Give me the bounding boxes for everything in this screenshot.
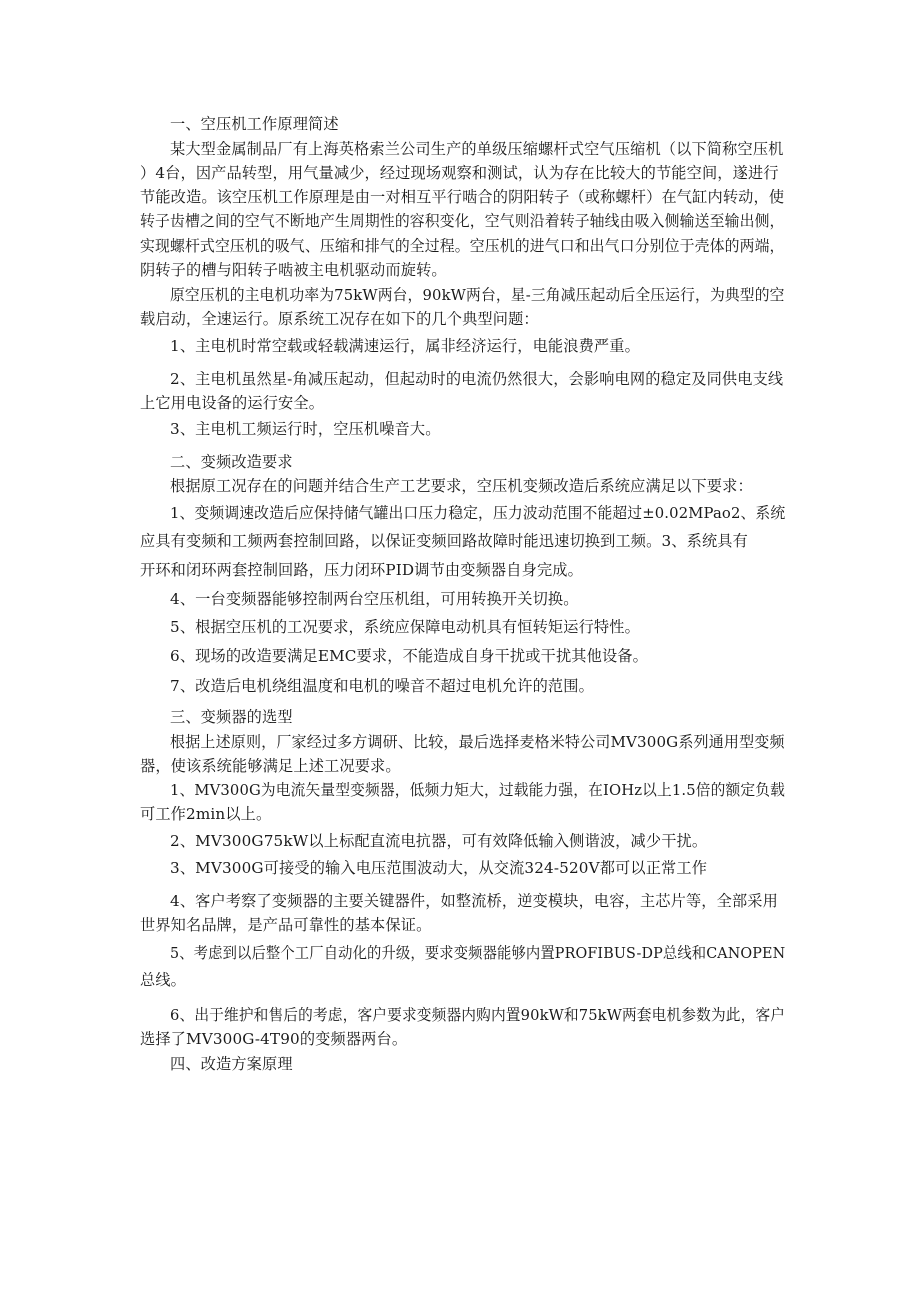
section-heading-1: 一、空压机工作原理简述 [170, 115, 339, 133]
paragraph-line: 节能改造。该空压机工作原理是由一对相互平行啮合的阴阳转子（或称螺杆）在气缸内转动，使 [140, 188, 785, 206]
section-heading-4: 四、改造方案原理 [170, 1055, 293, 1073]
list-item: 1、主电机时常空载或轻载满速运行，属非经济运行，电能浪费严重。 [170, 337, 640, 355]
section-heading-2: 二、变频改造要求 [170, 453, 293, 471]
list-item: 5、考虑到以后整个工厂自动化的升级，要求变频器能够内置PROFIBUS-DP总线和CANOPEN [170, 944, 786, 962]
paragraph-line: ）4台，因产品转型，用气量减少，经过现场观察和测试，认为存在比较大的节能空间，遂进行 [140, 164, 779, 182]
list-item: 4、一台变频器能够控制两台空压机组，可用转换开关切换。 [170, 590, 579, 608]
list-item: 5、根据空压机的工况要求，系统应保障电动机具有恒转矩运行特性。 [170, 618, 640, 636]
list-item: 2、MV300G75kW以上标配直流电抗器，可有效降低输入侧谐波，减少干扰。 [170, 832, 708, 850]
list-item: 2、主电机虽然星-角减压起动，但起动时的电流仍然很大，会影响电网的稳定及同供电支线 [170, 370, 784, 388]
section-heading-3: 三、变频器的选型 [170, 708, 293, 726]
list-item: 总线。 [140, 971, 187, 989]
list-item: 4、客户考察了变频器的主要关键器件，如整流桥，逆变模块，电容，主芯片等，全部采用 [170, 892, 778, 910]
list-item: 开环和闭环两套控制回路，压力闭环PID调节由变频器自身完成。 [140, 561, 583, 579]
paragraph-line: 根据上述原则，厂家经过多方调研、比较，最后选择麦格米特公司MV300G系列通用型变频 [170, 733, 785, 751]
paragraph-line: 原空压机的主电机功率为75kW两台，90kW两台，星-三角减压起动后全压运行，为典型的空 [170, 286, 785, 304]
paragraph-line: 阴转子的槽与阳转子啮被主电机驱动而旋转。 [140, 261, 447, 279]
list-item: 1、变频调速改造后应保持储气罐出口压力稳定，压力波动范围不能超过±0.02MPao2、系统 [170, 504, 786, 522]
paragraph-line: 转子齿槽之间的空气不断地产生周期性的容积变化，空气则沿着转子轴线由吸入侧输送至输出侧， [140, 212, 785, 230]
list-item: 6、现场的改造要满足EMC要求，不能造成自身干扰或干扰其他设备。 [170, 647, 648, 665]
list-item: 3、主电机工频运行时，空压机噪音大。 [170, 420, 441, 438]
list-item: 1、MV300G为电流矢量型变频器，低频力矩大，过载能力强，在IOHz以上1.5倍的额定负载 [170, 781, 786, 799]
list-item: 3、MV300G可接受的输入电压范围波动大，从交流324-520V都可以正常工作 [170, 859, 708, 877]
list-item: 选择了MV300G-4T90的变频器两台。 [140, 1030, 408, 1048]
paragraph-line: 载启动，全速运行。原系统工况存在如下的几个典型问题： [140, 310, 539, 328]
list-item: 6、出于维护和售后的考虑，客户要求变频器内购内置90kW和75kW两套电机参数为此，客户 [170, 1006, 786, 1024]
list-item: 上它用电设备的运行安全。 [140, 394, 325, 412]
paragraph-line: 器，使该系统能够满足上述工况要求。 [140, 757, 401, 775]
list-item: 7、改造后电机绕组温度和电机的噪音不超过电机允许的范围。 [170, 677, 594, 695]
paragraph-line: 实现螺杆式空压机的吸气、压缩和排气的全过程。空压机的进气口和出气口分别位于壳体的两端， [140, 237, 785, 255]
list-item: 世界知名品牌，是产品可靠性的基本保证。 [140, 916, 432, 934]
list-item: 可工作2min以上。 [140, 805, 272, 823]
list-item: 应具有变频和工频两套控制回路，以保证变频回路故障时能迅速切换到工频。3、系统具有 [140, 532, 748, 550]
paragraph-line: 根据原工况存在的问题并结合生产工艺要求，空压机变频改造后系统应满足以下要求： [170, 477, 753, 495]
paragraph-line: 某大型金属制品厂有上海英格索兰公司生产的单级压缩螺杆式空气压缩机（以下简称空压机 [170, 140, 784, 158]
